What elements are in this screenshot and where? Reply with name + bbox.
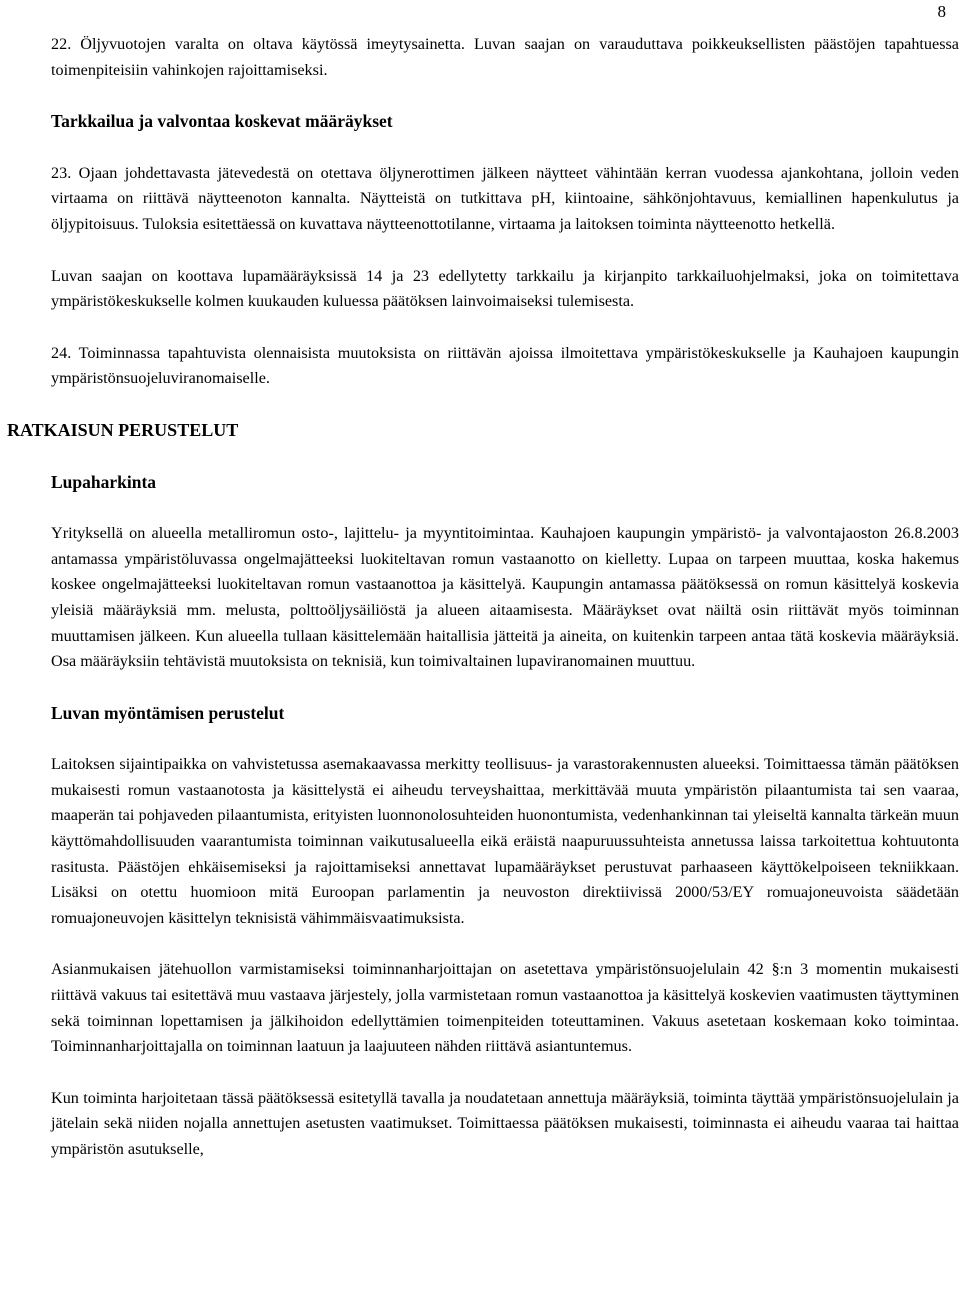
heading-grant-grounds: Luvan myöntämisen perustelut — [51, 702, 285, 723]
heading-permit-consideration: Lupaharkinta — [51, 471, 157, 492]
paragraph-site-location: Laitoksen sijaintipaikka on vahvistetussa asemakaavassa merkitty teollisuus- ja varastorakennusten alueeksi. Toimittaessa tämän päätöksen mukaisesti romun vastaanotosta ja käsittelystä ei aiheudu terveyshaittaa, merkittävää muuta ympäristön pilaantumista tai sen vaaraa, maaperän tai pohjaveden pilaantumista, erityisten luonnonolosuhteiden huonontumista, vedenhankinnan tai yleiseltä kannalta tärkeän muun käyttömahdollisuuden vaarantumista toiminnan vaikutusalueella eikä eräistä naapuruussuhteista annetussa laissa tarkoitettua kohtuutonta rasitusta. Päästöjen ehkäisemiseksi ja rajoittamiseksi annettavat lupamääräykset perustuvat parhaaseen käyttökelpoiseen tekniikkaan. Lisäksi on otettu huomioon mitä Euroopan parlamentin ja neuvoston direktiivissä 2000/53/EY romuajoneuvoista säädetään romuajoneuvojen käsittelyn teknisistä vähimmäisvaatimuksista. — [51, 755, 959, 927]
page-number: 8 — [937, 2, 946, 21]
paragraph-compliance: Kun toiminta harjoitetaan tässä päätöksessä esitetyllä tavalla ja noudatetaan annettuja määräyksiä, toiminta täyttää ympäristönsuojelulain ja jätelain sekä niiden nojalla annettujen asetusten vaatimukset. Toimittaessa päätöksen mukaisesti, toiminnasta ei aiheudu vaaraa tai haittaa ympäristön asutukselle, — [51, 1088, 959, 1158]
paragraph-waste-security: Asianmukaisen jätehuollon varmistamiseksi toiminnanharjoittajan on asetettava ympäristönsuojelulain 42 §:n 3 momentin mukaisesti riittävä vakuus tai esitettävä muu vastaava järjestely, jolla varmistetaan romun vastaanottoa ja käsittelyä koskevien vaatimusten täyttyminen sekä toiminnan lopettamisen ja jälkihoidon edellyttämien toimenpiteiden toteuttaminen. Vakuus asetetaan koskemaan koko toimintaa. Toiminnanharjoittajalla on toiminnan laatuun ja laajuuteen nähden riittävä asiantuntemus. — [51, 960, 959, 1056]
heading-monitoring-provisions: Tarkkailua ja valvontaa koskevat määräykset — [51, 111, 393, 132]
paragraph-permit-consideration: Yrityksellä on alueella metalliromun osto-, lajittelu- ja myyntitoimintaa. Kauhajoen kaupungin ympäristö- ja valvontajaoston 26.8.2003 antamassa ympäristöluvassa ongelmajätteeksi luokiteltavan romun vastaanotto on kielletty. Lupaa on tarpeen muuttaa, koska hakemus koskee ongelmajätteeksi luokiteltavan romun vastaanottoa ja käsittelyä. Kaupungin antamassa päätöksessä on romun käsittelyä koskevia yleisiä määräyksiä mm. melusta, polttoöljysäiliöstä ja alueen aitaamisesta. Määräykset ovat näiltä osin riittävät myös toiminnan muuttamisen jälkeen. Kun alueella tullaan käsittelemään haitallisia jätteitä ja aineita, on kuitenkin tarpeen antaa tätä koskevia määräyksiä. Osa määräyksiin tehtävistä muutoksista on teknisiä, kun toimivaltainen lupaviranomainen muuttuu. — [51, 524, 959, 671]
heading-decision-grounds: RATKAISUN PERUSTELUT — [7, 419, 239, 440]
document-body — [7, 32, 959, 1163]
paragraph-23: 23. Ojaan johdettavasta jätevedestä on otettava öljynerottimen jälkeen näytteet vähintään kerran vuodessa ajankohtana, jolloin veden virtaama on riittävä näytteenoton kannalta. Näytteistä on tutkittava pH, kiintoaine, sähkönjohtavuus, kemiallinen hapenkulutus ja öljypitoisuus. Tuloksia esitettäessä on kuvattava näytteenottotilanne, virtaama ja laitoksen toiminta näytteenotto hetkellä. — [51, 163, 959, 233]
paragraph-22: 22. Öljyvuotojen varalta on oltava käytössä imeytysainetta. Luvan saajan on varauduttava poikkeuksellisten päästöjen tapahtuessa toimenpiteisiin vahinkojen rajoittamiseksi. — [51, 35, 959, 79]
paragraph-monitoring-program: Luvan saajan on koottava lupamääräyksissä 14 ja 23 edellytetty tarkkailu ja kirjanpito tarkkailuohjelmaksi, joka on toimitettava ympäristökeskukselle kolmen kuukauden kuluessa päätöksen lainvoimaiseksi tulemisesta. — [51, 266, 959, 311]
paragraph-24: 24. Toiminnassa tapahtuvista olennaisista muutoksista on riittävän ajoissa ilmoitettava ympäristökeskukselle ja Kauhajoen kaupungin ympäristönsuojeluviranomaiselle. — [51, 343, 959, 388]
